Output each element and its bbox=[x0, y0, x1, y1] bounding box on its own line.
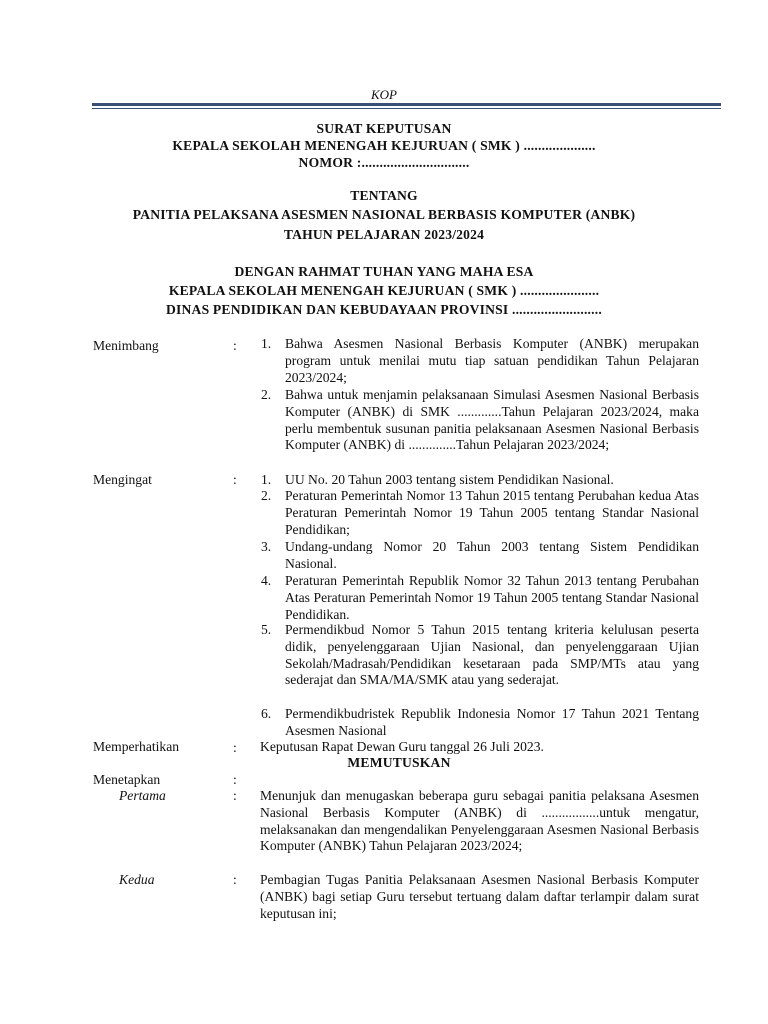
letterhead-placeholder: KOP bbox=[371, 87, 397, 102]
colon: : bbox=[233, 740, 237, 755]
menimbang-item: Bahwa Asesmen Nasional Berbasis Komputer (ANBK) merupakan program untuk menilai mutu tiap satuan pendidikan Tahun Pelajaran 2023/2024; bbox=[285, 336, 699, 385]
kedua-label: Kedua bbox=[119, 872, 155, 887]
list-number: 1. bbox=[261, 336, 272, 351]
memperhatikan-label: Memperhatikan bbox=[93, 739, 180, 754]
menimbang-label: Menimbang bbox=[93, 338, 159, 353]
decision-heading: MEMUTUSKAN bbox=[347, 755, 451, 770]
mengingat-label: Mengingat bbox=[93, 472, 152, 487]
mengingat-item: Peraturan Pemerintah Nomor 13 Tahun 2015 tentang Perubahan kedua Atas Peraturan Pemerintah Nomor 19 Tahun 2005 tentang Standar Nasional Pendidikan; bbox=[285, 488, 699, 537]
subject-title: PANITIA PELAKSANA ASESMEN NASIONAL BERBASIS KOMPUTER (ANBK) bbox=[132, 207, 636, 222]
school-head-line: KEPALA SEKOLAH MENENGAH KEJURUAN ( SMK ) ...................... bbox=[168, 283, 600, 298]
pertama-text: Menunjuk dan menugaskan beberapa guru sebagai panitia pelaksana Asesmen Nasional Berbasis Komputer (ANBK) di .................untuk mengatur, melaksanakan dan mengendalikan Penyelenggaraan Asesmen Nasional Berbasis Komputer (ANBK) Tahun Pelajaran 2023/2024; bbox=[260, 788, 699, 854]
colon: : bbox=[233, 338, 237, 353]
list-number: 5. bbox=[261, 622, 272, 637]
mengingat-item: Undang-undang Nomor 20 Tahun 2003 tentang Sistem Pendidikan Nasional. bbox=[285, 539, 699, 571]
colon: : bbox=[233, 772, 237, 787]
menetapkan-label: Menetapkan bbox=[93, 772, 161, 787]
letterhead-divider-thin bbox=[92, 108, 721, 109]
list-number: 6. bbox=[261, 706, 272, 721]
list-number: 1. bbox=[261, 472, 272, 487]
memperhatikan-text: Keputusan Rapat Dewan Guru tanggal 26 Juli 2023. bbox=[260, 739, 544, 754]
education-office-line: DINAS PENDIDIKAN DAN KEBUDAYAAN PROVINSI ......................... bbox=[166, 302, 602, 317]
document-title: SURAT KEPUTUSAN bbox=[316, 121, 452, 136]
menimbang-item: Bahwa untuk menjamin pelaksanaan Simulasi Asesmen Nasional Berbasis Komputer (ANBK) di SMK .............Tahun Pelajaran 2023/2024, maka perlu membentuk susunan panitia pelaksanaan Asesmen Nasional Berbasis Komputer (ANBK) di ..............Tahun Pelajaran 2023/2024; bbox=[285, 387, 699, 453]
colon: : bbox=[233, 872, 237, 887]
list-number: 2. bbox=[261, 488, 272, 503]
decree-number: NOMOR :.............................. bbox=[298, 155, 470, 170]
mengingat-item: UU No. 20 Tahun 2003 tentang sistem Pendidikan Nasional. bbox=[285, 472, 614, 487]
colon: : bbox=[233, 472, 237, 487]
list-number: 2. bbox=[261, 387, 272, 402]
mengingat-item: Permendikbud Nomor 5 Tahun 2015 tentang kriteria kelulusan peserta didik, penyelenggaraan Ujian Nasional, dan penyelenggaraan Ujian Sekolah/Madrasah/Pendidikan kesetaraan pada SMP/MTs atau yang sederajat dan SMA/MA/SMK atau yang sederajat. bbox=[285, 622, 699, 688]
invocation: DENGAN RAHMAT TUHAN YANG MAHA ESA bbox=[234, 264, 534, 279]
mengingat-item: Peraturan Pemerintah Republik Nomor 32 Tahun 2013 tentang Perubahan Atas Peraturan Pemerintah Nomor 19 Tahun 2005 tentang Standar Nasional Pendidikan. bbox=[285, 573, 699, 622]
pertama-label: Pertama bbox=[119, 788, 166, 803]
subject-heading: TENTANG bbox=[350, 188, 418, 203]
colon: : bbox=[233, 788, 237, 803]
issuer-line: KEPALA SEKOLAH MENENGAH KEJURUAN ( SMK ) .................... bbox=[172, 138, 596, 153]
academic-year: TAHUN PELAJARAN 2023/2024 bbox=[283, 227, 485, 242]
list-number: 4. bbox=[261, 573, 272, 588]
letterhead-divider-thick bbox=[92, 103, 721, 106]
mengingat-item: Permendikbudristek Republik Indonesia Nomor 17 Tahun 2021 Tentang Asesmen Nasional bbox=[285, 706, 699, 738]
kedua-text: Pembagian Tugas Panitia Pelaksanaan Asesmen Nasional Berbasis Komputer (ANBK) bagi setiap Guru tersebut tertuang dalam daftar terlampir dalam surat keputusan ini; bbox=[260, 872, 699, 921]
list-number: 3. bbox=[261, 539, 272, 554]
